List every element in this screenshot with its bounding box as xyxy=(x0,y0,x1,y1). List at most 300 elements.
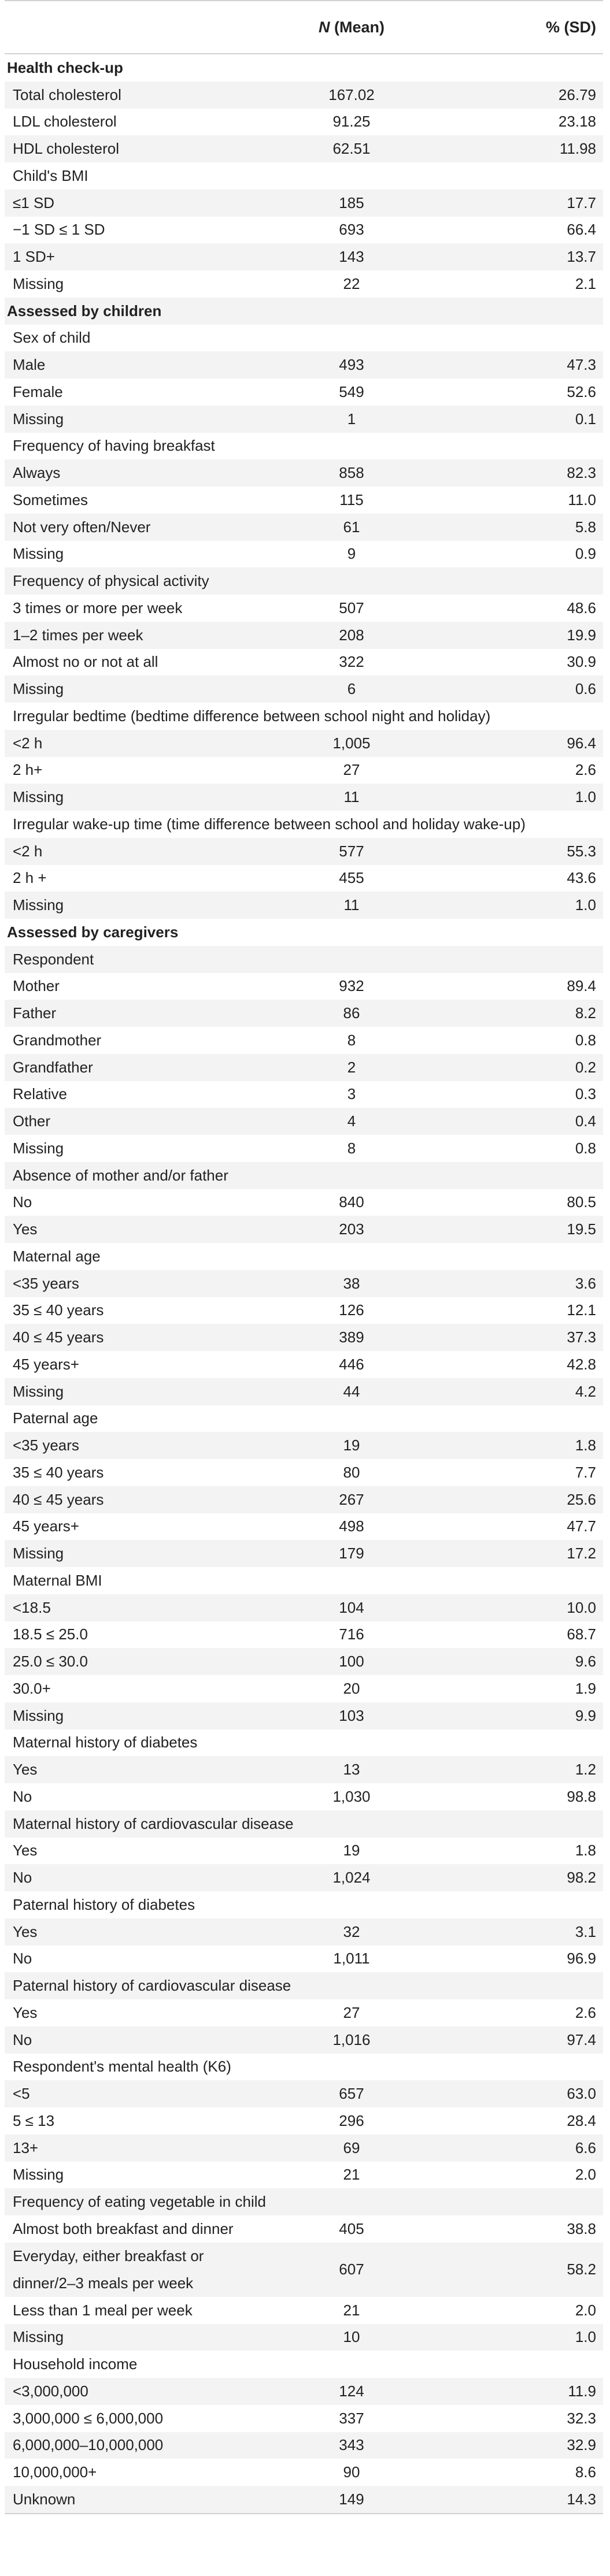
pct-sd-cell: 82.3 xyxy=(435,459,603,487)
pct-sd-cell: 0.4 xyxy=(435,1108,603,1135)
row-label: <35 years xyxy=(5,1432,268,1459)
row-label: No xyxy=(13,1787,32,1805)
row-label: 3,000,000 ≤ 6,000,000 xyxy=(13,2409,164,2427)
table-row xyxy=(5,2162,603,2189)
table-row xyxy=(5,1999,603,2026)
table-row xyxy=(5,1864,603,1891)
pct-sd-cell: 17.2 xyxy=(435,1540,603,1567)
row-label: Missing xyxy=(13,545,64,563)
row-label: No xyxy=(5,1864,268,1891)
pct-sd-cell: 80.5 xyxy=(567,1193,596,1211)
table-row xyxy=(5,1135,603,1162)
pct-sd-cell: 11.9 xyxy=(435,2378,603,2405)
n-mean-cell: 1,030 xyxy=(332,1787,371,1805)
row-label: Yes xyxy=(13,1842,38,1859)
subheading-label: Respondent's mental health (K6) xyxy=(13,2058,231,2076)
table-row xyxy=(5,2405,603,2432)
pct-sd-cell: 32.3 xyxy=(567,2409,596,2427)
pct-sd-cell: 10.0 xyxy=(435,1594,603,1621)
table-row xyxy=(5,1378,603,1405)
row-label: 30.0+ xyxy=(13,1679,51,1697)
table-row xyxy=(5,1756,603,1783)
table-row xyxy=(5,1594,603,1621)
pct-sd-cell: 19.9 xyxy=(435,622,603,649)
pct-sd-cell: 2.1 xyxy=(575,274,596,292)
header-n-mean xyxy=(268,1,435,54)
row-label: Missing xyxy=(5,675,268,703)
n-mean-cell: 27 xyxy=(343,2003,360,2021)
table-row xyxy=(5,514,603,541)
row-label: 3 times or more per week xyxy=(13,599,183,617)
table-row xyxy=(5,2215,603,2243)
n-mean-cell: 2 xyxy=(268,1054,435,1081)
header-pct-sd: % (SD) xyxy=(435,1,603,54)
subheading-label: Maternal BMI xyxy=(13,1571,102,1589)
pct-sd-cell: 5.8 xyxy=(435,514,603,541)
row-label: Unknown xyxy=(5,2486,268,2514)
subheading-row xyxy=(5,946,603,973)
n-mean-cell: 124 xyxy=(268,2378,435,2405)
pct-sd-cell: 96.4 xyxy=(435,730,603,757)
row-label: 13+ xyxy=(5,2135,268,2162)
pct-sd-cell: 1.2 xyxy=(435,1756,603,1783)
pct-sd-cell: 1.8 xyxy=(435,1432,603,1459)
table-row xyxy=(5,487,603,514)
table-row xyxy=(5,190,603,217)
row-label: Yes xyxy=(5,1216,268,1243)
table-row xyxy=(5,270,603,298)
subheading-label: Paternal age xyxy=(13,1409,98,1427)
subheading-row xyxy=(5,162,603,190)
row-label: No xyxy=(5,2026,268,2054)
n-mean-cell: 1,005 xyxy=(268,730,435,757)
n-mean-cell: 840 xyxy=(339,1193,364,1211)
row-label: Father xyxy=(5,1000,268,1027)
table-row xyxy=(5,1297,603,1324)
pct-sd-cell: 0.8 xyxy=(575,1031,596,1049)
subheading-label: Maternal history of diabetes xyxy=(13,1734,198,1751)
pct-sd-cell: 2.0 xyxy=(575,2166,596,2184)
pct-sd-cell: 1.0 xyxy=(435,2324,603,2351)
pct-sd-cell: 1.0 xyxy=(435,892,603,919)
header-label xyxy=(5,1,268,54)
table-row xyxy=(5,81,603,109)
n-mean-cell: 858 xyxy=(268,459,435,487)
table-row xyxy=(5,135,603,162)
pct-sd-cell: 13.7 xyxy=(435,243,603,270)
table-row xyxy=(5,1432,603,1459)
pct-sd-cell: 43.6 xyxy=(567,869,596,887)
n-mean-cell: 296 xyxy=(339,2111,364,2129)
pct-sd-cell: 58.2 xyxy=(435,2243,603,2297)
n-mean-cell: 104 xyxy=(268,1594,435,1621)
table-row xyxy=(5,757,603,784)
table-row xyxy=(5,675,603,703)
table-row xyxy=(5,459,603,487)
n-mean-cell: 143 xyxy=(268,243,435,270)
table-row xyxy=(5,1027,603,1054)
row-label: Yes xyxy=(5,1756,268,1783)
n-mean-cell: 13 xyxy=(268,1756,435,1783)
n-mean-cell: 185 xyxy=(268,190,435,217)
pct-sd-cell: 8.2 xyxy=(435,1000,603,1027)
pct-sd-cell: 8.6 xyxy=(575,2463,596,2481)
table-row xyxy=(5,541,603,568)
table-row xyxy=(5,1108,603,1135)
pct-sd-cell: 7.7 xyxy=(575,1463,596,1481)
n-mean-cell: 389 xyxy=(268,1324,435,1351)
pct-sd-cell: 97.4 xyxy=(435,2026,603,2054)
pct-sd-cell: 38.8 xyxy=(567,2219,596,2237)
n-mean-cell: 91.25 xyxy=(332,113,371,131)
header-n-suffix: (Mean) xyxy=(330,18,385,36)
header-n-italic: N xyxy=(319,18,330,36)
row-label: Missing xyxy=(13,1139,64,1157)
pct-sd-cell: 4.2 xyxy=(435,1378,603,1405)
row-label: Mother xyxy=(13,977,60,995)
table-row xyxy=(5,1000,603,1027)
n-mean-cell: 38 xyxy=(268,1270,435,1297)
n-mean-cell: 716 xyxy=(339,1625,364,1643)
n-mean-cell: 32 xyxy=(268,1918,435,1946)
n-mean-cell: 498 xyxy=(339,1517,364,1535)
row-label: 25.0 ≤ 30.0 xyxy=(5,1648,268,1675)
row-label: 35 ≤ 40 years xyxy=(13,1301,104,1319)
row-label: <18.5 xyxy=(5,1594,268,1621)
pct-sd-cell: 89.4 xyxy=(567,977,596,995)
n-mean-cell: 80 xyxy=(343,1463,360,1481)
table-row xyxy=(5,2026,603,2054)
row-label: Grandfather xyxy=(5,1054,268,1081)
row-label: Yes xyxy=(5,1918,268,1946)
n-mean-cell: 267 xyxy=(268,1486,435,1513)
row-label: Missing xyxy=(5,406,268,433)
n-mean-cell: 343 xyxy=(268,2432,435,2459)
row-label: Missing xyxy=(5,2324,268,2351)
table-row xyxy=(5,2080,603,2107)
row-label: ≤1 SD xyxy=(5,190,268,217)
subheading-row xyxy=(5,567,603,595)
table-row xyxy=(5,2459,603,2486)
n-mean-cell: 19 xyxy=(268,1432,435,1459)
n-mean-cell: 21 xyxy=(343,2301,360,2319)
n-mean-cell: 8 xyxy=(347,1031,356,1049)
pct-sd-cell: 0.8 xyxy=(575,1139,596,1157)
n-mean-cell: 115 xyxy=(339,491,364,508)
pct-sd-cell: 11.0 xyxy=(568,491,596,508)
pct-sd-cell: 68.7 xyxy=(567,1625,596,1643)
table-row xyxy=(5,1702,603,1729)
table-row xyxy=(5,838,603,865)
subheading-row xyxy=(5,2188,603,2215)
table-row xyxy=(5,2324,603,2351)
table-row xyxy=(5,1054,603,1081)
pct-sd-cell: 47.3 xyxy=(435,351,603,378)
n-mean-cell: 90 xyxy=(343,2463,360,2481)
pct-sd-cell: 11.98 xyxy=(435,135,603,162)
table-row xyxy=(5,1675,603,1702)
n-mean-cell: 62.51 xyxy=(268,135,435,162)
n-mean-cell: 932 xyxy=(339,977,364,995)
subheading-row xyxy=(5,1567,603,1594)
n-mean-cell: 1,011 xyxy=(333,1950,370,1968)
n-mean-cell: 103 xyxy=(268,1702,435,1729)
pct-sd-cell: 2.6 xyxy=(575,761,596,779)
subheading-label: Frequency of physical activity xyxy=(5,567,603,595)
row-label: Missing xyxy=(13,2166,64,2184)
row-label: Always xyxy=(5,459,268,487)
subheading-row xyxy=(5,433,603,460)
section-row xyxy=(5,54,603,81)
pct-sd-cell: 42.8 xyxy=(567,1355,596,1373)
table-row xyxy=(5,378,603,406)
row-label: No xyxy=(13,1193,32,1211)
table-row xyxy=(5,351,603,378)
row-label: Everyday, either breakfast or dinner/2–3 meals per week xyxy=(5,2243,268,2297)
pct-sd-cell: 1.9 xyxy=(575,1679,596,1697)
subheading-row xyxy=(5,703,603,730)
subheading-label: Absence of mother and/or father xyxy=(5,1162,603,1189)
n-mean-cell: 44 xyxy=(268,1378,435,1405)
n-mean-cell: 10 xyxy=(268,2324,435,2351)
n-mean-cell: 19 xyxy=(343,1842,360,1859)
row-label: 40 ≤ 45 years xyxy=(5,1486,268,1513)
pct-sd-cell: 98.2 xyxy=(435,1864,603,1891)
pct-sd-cell: 9.9 xyxy=(435,1702,603,1729)
table-body xyxy=(5,54,603,2514)
n-mean-cell: 20 xyxy=(343,1679,360,1697)
pct-sd-cell: 3.6 xyxy=(435,1270,603,1297)
pct-sd-cell: 14.3 xyxy=(435,2486,603,2514)
table-row xyxy=(5,1783,603,1810)
header-row xyxy=(5,1,603,54)
subheading-row xyxy=(5,1243,603,1270)
row-label: HDL cholesterol xyxy=(5,135,268,162)
section-label: Health check-up xyxy=(7,58,123,76)
row-label: Missing xyxy=(5,1378,268,1405)
n-mean-cell: 126 xyxy=(339,1301,364,1319)
table-row xyxy=(5,973,603,1000)
table-row xyxy=(5,1486,603,1513)
row-label: Not very often/Never xyxy=(5,514,268,541)
row-label: No xyxy=(13,1950,32,1968)
table-row xyxy=(5,1216,603,1243)
row-label: <2 h xyxy=(5,838,268,865)
row-label: <2 h xyxy=(5,730,268,757)
pct-sd-cell: 96.9 xyxy=(567,1950,596,1968)
n-mean-cell: 577 xyxy=(268,838,435,865)
table-row xyxy=(5,1351,603,1378)
subheading-row xyxy=(5,325,603,352)
pct-sd-cell: 25.6 xyxy=(435,1486,603,1513)
table-row xyxy=(5,1838,603,1865)
n-mean-cell: 208 xyxy=(268,622,435,649)
section-label: Assessed by caregivers xyxy=(7,923,179,941)
row-label: 10,000,000+ xyxy=(13,2463,97,2481)
row-label: 2 h + xyxy=(13,869,47,887)
subheading-label: Paternal history of diabetes xyxy=(13,1895,195,1913)
table-row xyxy=(5,1081,603,1108)
subheading-label: Frequency of eating vegetable in child xyxy=(5,2188,603,2215)
n-mean-cell: 11 xyxy=(268,784,435,811)
n-mean-cell: 1,024 xyxy=(268,1864,435,1891)
row-label: 2 h+ xyxy=(13,761,43,779)
row-label: Missing xyxy=(13,274,64,292)
table-row xyxy=(5,2135,603,2162)
pct-sd-cell: 0.6 xyxy=(435,675,603,703)
row-label: Sometimes xyxy=(13,491,88,508)
table-row xyxy=(5,1189,603,1216)
n-mean-cell: 549 xyxy=(339,383,364,400)
table-row xyxy=(5,217,603,244)
n-mean-cell: 493 xyxy=(268,351,435,378)
table-row xyxy=(5,109,603,136)
n-mean-cell: 446 xyxy=(339,1355,364,1373)
pct-sd-cell: 2.6 xyxy=(575,2003,596,2021)
table-row xyxy=(5,784,603,811)
pct-sd-cell: 48.6 xyxy=(567,599,596,617)
pct-sd-cell: 32.9 xyxy=(435,2432,603,2459)
pct-sd-cell: 0.1 xyxy=(435,406,603,433)
row-label: Other xyxy=(5,1108,268,1135)
row-label: <5 xyxy=(5,2080,268,2107)
pct-sd-cell: 3.1 xyxy=(435,1918,603,1946)
row-label: Male xyxy=(5,351,268,378)
section-row xyxy=(5,919,603,946)
subheading-label: Maternal age xyxy=(13,1247,101,1265)
table-row xyxy=(5,1324,603,1351)
table-row xyxy=(5,892,603,919)
row-label: Female xyxy=(13,383,63,400)
row-label: <35 years xyxy=(5,1270,268,1297)
pct-sd-cell: 47.7 xyxy=(567,1517,596,1535)
row-label: 45 years+ xyxy=(13,1355,79,1373)
n-mean-cell: 11 xyxy=(268,892,435,919)
row-label: Yes xyxy=(13,2003,38,2021)
pct-sd-cell: 23.18 xyxy=(558,113,596,131)
row-label: Missing xyxy=(5,1540,268,1567)
pct-sd-cell: 0.9 xyxy=(575,545,596,563)
row-label: 5 ≤ 13 xyxy=(13,2111,55,2129)
row-label: Missing xyxy=(5,1702,268,1729)
table-row xyxy=(5,1513,603,1541)
table-row xyxy=(5,622,603,649)
n-mean-cell: 9 xyxy=(347,545,356,563)
n-mean-cell: 1,016 xyxy=(268,2026,435,2054)
pct-sd-cell: 30.9 xyxy=(567,653,596,671)
table-row xyxy=(5,2243,603,2297)
subheading-row xyxy=(5,2054,603,2081)
n-mean-cell: 455 xyxy=(339,869,364,887)
pct-sd-cell: 0.2 xyxy=(435,1054,603,1081)
pct-sd-cell: 28.4 xyxy=(567,2111,596,2129)
row-label: <3,000,000 xyxy=(5,2378,268,2405)
pct-sd-cell: 12.1 xyxy=(567,1301,596,1319)
n-mean-cell: 322 xyxy=(339,653,364,671)
table-row xyxy=(5,1946,603,1973)
pct-sd-cell: 9.6 xyxy=(435,1648,603,1675)
table-row xyxy=(5,2486,603,2514)
table-row xyxy=(5,1621,603,1649)
n-mean-cell: 61 xyxy=(268,514,435,541)
row-label: Grandmother xyxy=(13,1031,102,1049)
subheading-label: Household income xyxy=(13,2355,138,2373)
subheading-row xyxy=(5,1729,603,1757)
table-row xyxy=(5,865,603,892)
pct-sd-cell: 66.4 xyxy=(567,221,596,239)
pct-sd-cell: 26.79 xyxy=(435,81,603,109)
subheading-label: Respondent xyxy=(5,946,603,973)
subheading-row xyxy=(5,1972,603,1999)
pct-sd-cell: 1.0 xyxy=(435,784,603,811)
row-label: Missing xyxy=(5,784,268,811)
table-row xyxy=(5,1918,603,1946)
pct-sd-cell: 19.5 xyxy=(435,1216,603,1243)
row-label: Almost both breakfast and dinner xyxy=(13,2219,234,2237)
row-label: 1 SD+ xyxy=(5,243,268,270)
table-row xyxy=(5,1270,603,1297)
n-mean-cell: 179 xyxy=(268,1540,435,1567)
table-row xyxy=(5,730,603,757)
n-mean-cell: 86 xyxy=(268,1000,435,1027)
table-row xyxy=(5,2297,603,2324)
n-mean-cell: 3 xyxy=(347,1085,356,1103)
n-mean-cell: 8 xyxy=(347,1139,356,1157)
row-label: Missing xyxy=(5,892,268,919)
row-label: Less than 1 meal per week xyxy=(13,2301,193,2319)
table-row xyxy=(5,649,603,676)
pct-sd-cell: 55.3 xyxy=(435,838,603,865)
pct-sd-cell: 1.8 xyxy=(575,1842,596,1859)
pct-sd-cell: 0.3 xyxy=(575,1085,596,1103)
n-mean-cell: 27 xyxy=(343,761,360,779)
subheading-label: Paternal history of cardiovascular disease xyxy=(5,1972,603,1999)
n-mean-cell: 657 xyxy=(268,2080,435,2107)
table-row xyxy=(5,2378,603,2405)
table-row xyxy=(5,1648,603,1675)
pct-sd-cell: 17.7 xyxy=(435,190,603,217)
n-mean-cell: 607 xyxy=(268,2243,435,2297)
row-label: 40 ≤ 45 years xyxy=(5,1324,268,1351)
n-mean-cell: 337 xyxy=(339,2409,364,2427)
table-row xyxy=(5,243,603,270)
n-mean-cell: 21 xyxy=(343,2166,360,2184)
row-label: 1–2 times per week xyxy=(5,622,268,649)
subheading-row xyxy=(5,1810,603,1838)
n-mean-cell: 405 xyxy=(339,2219,364,2237)
row-label: 45 years+ xyxy=(13,1517,79,1535)
n-mean-cell: 22 xyxy=(343,274,360,292)
n-mean-cell: 100 xyxy=(268,1648,435,1675)
row-label: 6,000,000–10,000,000 xyxy=(5,2432,268,2459)
pct-sd-cell: 52.6 xyxy=(567,383,596,400)
n-mean-cell: 693 xyxy=(339,221,364,239)
subheading-label: Irregular bedtime (bedtime difference between school night and holiday) xyxy=(13,707,491,725)
subheading-label: Maternal history of cardiovascular disease xyxy=(5,1810,603,1838)
table-row xyxy=(5,406,603,433)
row-label: −1 SD ≤ 1 SD xyxy=(13,221,105,239)
section-row xyxy=(5,298,603,325)
subheading-row xyxy=(5,1405,603,1432)
pct-sd-cell: 2.0 xyxy=(575,2301,596,2319)
subheading-label: Sex of child xyxy=(13,329,91,347)
pct-sd-cell: 98.8 xyxy=(567,1787,596,1805)
table-row xyxy=(5,1459,603,1486)
n-mean-cell: 69 xyxy=(268,2135,435,2162)
row-label: Relative xyxy=(13,1085,67,1103)
table-row xyxy=(5,1540,603,1567)
n-mean-cell: 4 xyxy=(268,1108,435,1135)
